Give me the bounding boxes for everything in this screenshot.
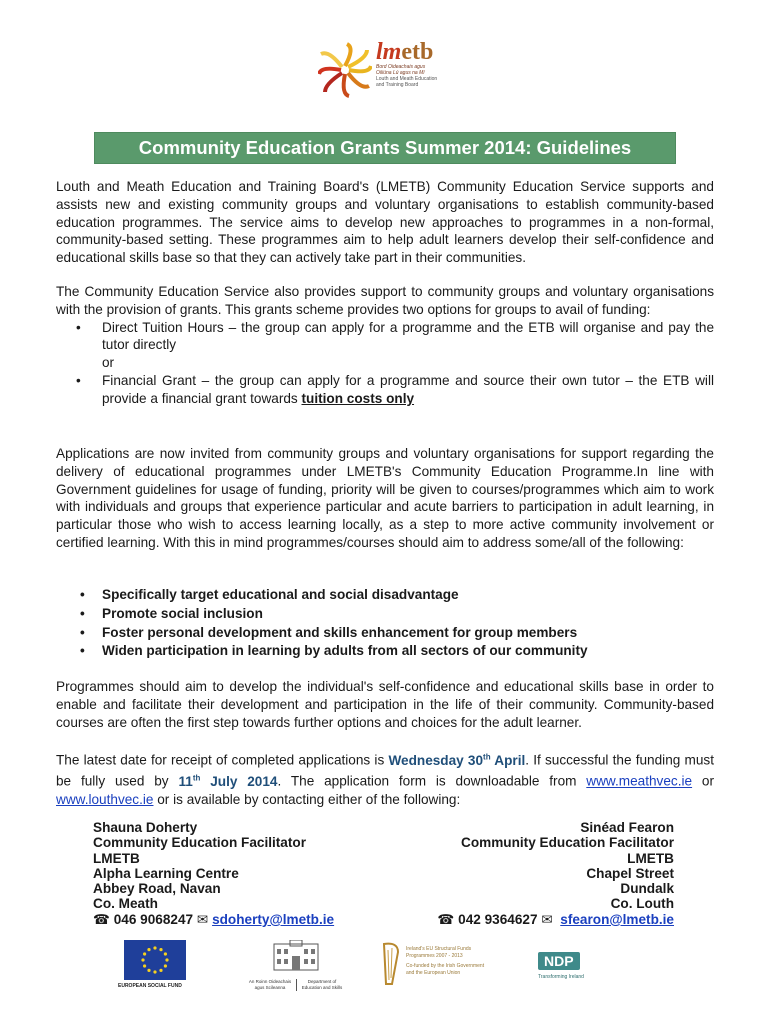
- contact-email-link[interactable]: sfearon@lmetb.ie: [560, 911, 674, 927]
- sun-swirl-icon: [318, 42, 372, 98]
- contact-name: Sinéad Fearon: [580, 820, 674, 835]
- application-deadline: [388, 753, 525, 768]
- logo-english-line1: Louth and Meath Education: [376, 76, 438, 82]
- deadline-text-2: . If successful the funding must be fully used by: [56, 752, 714, 789]
- applications-paragraph: Applications are now invited from community groups and voluntary organisations for support regarding the delivery of educational programmes under LMETB's Community Education Programme.In line with Government guidelines for usage of funding, priority will be given to courses/programmes which aim to work with individuals and groups that experience particular and acute barriers to participation in adult learning, in particular those who wish to access learning locally, as a step to more active community involvement or certified learning. With this in mind programmes/courses should aim to address some/all of the following:: [56, 446, 714, 550]
- esf-label: EUROPEAN SOCIAL FUND: [118, 983, 182, 989]
- contact-phone-row: [437, 912, 674, 927]
- meathvec-link[interactable]: www.meathvec.ie: [586, 773, 693, 789]
- aim-item: • Widen participation in learning by adults from all sectors of our community: [102, 642, 588, 661]
- eu-funds-line4: and the European Union: [406, 970, 461, 976]
- deadline-text-5: or is available by contacting either of the following:: [153, 791, 461, 807]
- phone-icon: ☎: [93, 911, 110, 927]
- contact-phone-row: [93, 912, 334, 927]
- contact-address1: Alpha Learning Centre: [93, 865, 239, 881]
- eu-flag-icon: [124, 940, 186, 980]
- deadline-text-1: The latest date for receipt of completed applications is: [56, 752, 389, 768]
- contact-county: Co. Meath: [93, 896, 158, 912]
- contact-org: LMETB: [627, 850, 674, 866]
- lmetb-logo: [318, 40, 458, 100]
- eu-funds-line3: Co-funded by the Irish Government: [406, 963, 485, 969]
- dept-english-name: Department of Education and Skills: [296, 979, 344, 991]
- contact-email-link[interactable]: sdoherty@lmetb.ie: [212, 911, 335, 927]
- logo-irish-line2: Oiliúna Lú agus na Mí: [376, 70, 425, 76]
- programmes-paragraph: Programmes should aim to develop the individual's self-confidence and educational skills base in order to enable and facilitate their development and participation in the life of their community. Community-based courses are often the first step towards further options and choices for the adult learner.: [56, 679, 714, 730]
- envelope-icon: ✉: [541, 911, 553, 927]
- ndp-tagline: Transforming Ireland: [538, 974, 584, 980]
- contact-county: Co. Louth: [610, 896, 674, 912]
- contact-address2: Dundalk: [620, 881, 674, 897]
- deadline-text-4: or: [692, 773, 714, 789]
- dept-education-logo: [246, 940, 346, 990]
- contact-card-meath: [93, 820, 334, 927]
- contact-address1: Chapel Street: [586, 865, 674, 881]
- tuition-costs-emphasis: tuition costs only: [301, 390, 415, 406]
- page-title: Community Education Grants Summer 2014: Guidelines: [138, 137, 632, 158]
- phone-icon: ☎: [437, 911, 455, 927]
- ndp-badge: NDP: [538, 952, 580, 970]
- contact-role: Community Education Facilitator: [93, 835, 306, 851]
- deadline-date-suffix: th: [483, 752, 491, 761]
- contact-name: Shauna Doherty: [93, 820, 198, 835]
- logo-english-line2: and Training Board: [376, 82, 419, 88]
- title-banner: [94, 132, 676, 164]
- louthvec-link[interactable]: www.louthvec.ie: [56, 791, 154, 807]
- sponsor-logos: [0, 938, 768, 998]
- grants-intro: The Community Education Service also provides support to community groups and voluntary organisations with the provision of grants. This grants scheme provides two options for groups to avail of funding:: [56, 284, 714, 317]
- funding-usage-deadline: [178, 774, 277, 789]
- grants-section: [56, 283, 714, 408]
- grant-options-list: [56, 319, 714, 355]
- government-building-icon: [246, 940, 346, 974]
- deadline-text-3: . The application form is downloadable from: [277, 773, 587, 789]
- logo-brand-prefix: lm: [376, 39, 402, 65]
- logo-irish-line1: Bord Oideachais agus: [376, 64, 426, 70]
- deadline-date-month: April: [490, 752, 526, 768]
- logo-brand-suffix: etb: [401, 39, 434, 65]
- aim-item: • Specifically target educational and social disadvantage: [102, 586, 588, 605]
- usage-date-day: 11: [178, 773, 193, 789]
- eu-funds-line2: Programmes 2007 - 2013: [406, 953, 463, 959]
- harp-icon: [380, 940, 402, 986]
- grant-option-financial: [102, 372, 714, 408]
- envelope-icon: ✉: [196, 911, 209, 927]
- eu-stars-icon: [124, 940, 186, 980]
- usage-date-suffix: th: [192, 773, 201, 783]
- eu-funds-line1: Ireland's EU Structural Funds: [406, 946, 472, 952]
- contact-phone: 046 9068247: [113, 911, 194, 927]
- intro-paragraph: Louth and Meath Education and Training Board's (LMETB) Community Education Service supports and assists new and existing community groups and voluntary organisations to establish community-based education programmes. The service aims to develop new approaches to programmes in a non-formal, community-based setting. These programmes aim to help adult learners develop their self-confidence and educational skills base so that they can actively take part in their communities.: [56, 179, 714, 266]
- grant-option-financial-text: Financial Grant – the group can apply for a programme and source their own tutor – the ETB will provide a financial grant towards: [102, 372, 714, 406]
- contact-org: LMETB: [93, 850, 140, 866]
- aim-item: • Promote social inclusion: [102, 605, 588, 624]
- deadline-paragraph: [56, 748, 714, 808]
- contact-card-louth: [437, 820, 674, 927]
- grant-option-direct-tuition: • Direct Tuition Hours – the group can apply for a programme and the ETB will organise and pay the tutor directly: [102, 319, 714, 355]
- contact-role: Community Education Facilitator: [461, 835, 674, 851]
- contact-address2: Abbey Road, Navan: [93, 881, 221, 897]
- logo-text: [376, 40, 437, 88]
- deadline-date-day: Wednesday 30: [388, 752, 484, 768]
- ndp-logo: [538, 952, 608, 992]
- aim-item: • Foster personal development and skills enhancement for group members: [102, 624, 588, 643]
- dept-irish-name: An Roinn Oideachais agus Scileanna: [248, 979, 292, 990]
- grant-options-list-2: [56, 372, 714, 408]
- logo-brand: [376, 40, 437, 64]
- usage-date-month: July 2014: [200, 773, 278, 789]
- eu-structural-funds-logo: [380, 940, 485, 988]
- or-separator: or: [102, 355, 115, 371]
- aims-list: [102, 586, 588, 661]
- contact-phone: 042 9364627: [458, 911, 538, 927]
